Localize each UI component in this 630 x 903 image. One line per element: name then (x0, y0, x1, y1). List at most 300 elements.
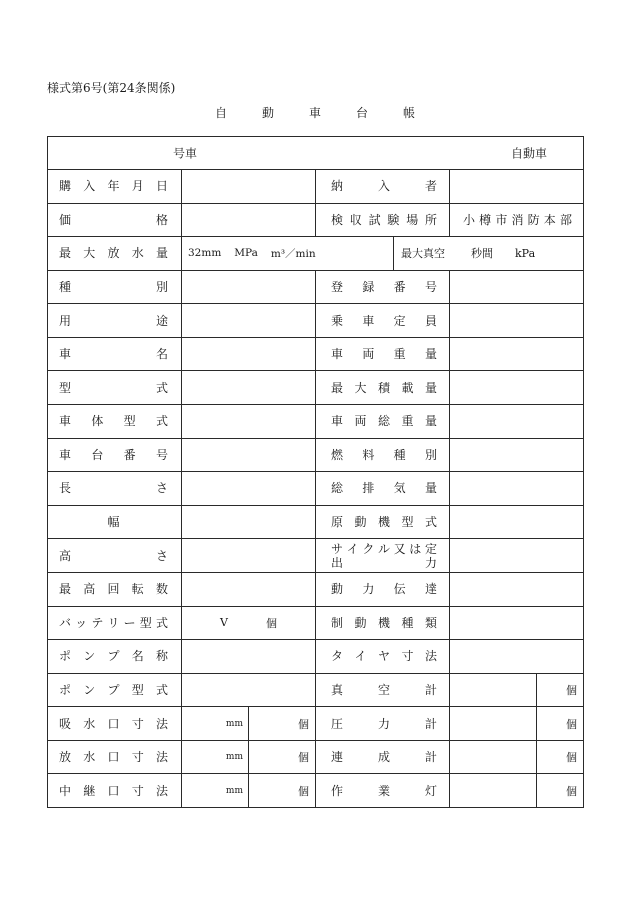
passenger-capacity-label-text (316, 314, 449, 328)
table-row (48, 673, 584, 707)
label-char: 高 (83, 582, 96, 597)
label-char: 回 (107, 582, 120, 597)
label-char: ポ (59, 682, 72, 697)
label-char: 収 (349, 212, 362, 227)
label-char: 計 (424, 716, 437, 731)
label-char: 型 (401, 515, 414, 530)
discharge-pressure-unit: MPa (234, 247, 258, 260)
body-model-value (182, 405, 316, 439)
discharge-port-size-label-text (48, 750, 181, 764)
max-vacuum-cell (394, 237, 584, 271)
label-char: 本 (543, 212, 556, 227)
inspection-site-value (450, 203, 584, 237)
label-char: 日 (155, 179, 168, 194)
compound-gauge-count-unit: 個 (537, 740, 584, 774)
label-char: ン (83, 649, 96, 664)
table-row (48, 405, 584, 439)
brake-type-label-text (316, 616, 449, 630)
label-char: 車 (59, 347, 72, 362)
label-char: 防 (527, 212, 540, 227)
label-char: 種 (401, 615, 414, 630)
chassis-number-value (182, 438, 316, 472)
label-char: 達 (424, 582, 437, 597)
label-char: 寸 (131, 783, 144, 798)
label-char: イ (354, 649, 367, 664)
label-char: 定 (393, 313, 406, 328)
label-char: 試 (368, 212, 381, 227)
label-char: 出 (331, 555, 344, 570)
label-char: 号 (424, 280, 437, 295)
tire-size-value (450, 640, 584, 674)
label-char: 寸 (131, 716, 144, 731)
discharge-port-size-unit: mm (182, 740, 249, 774)
max-discharge-label-text (48, 246, 181, 260)
model-label (48, 371, 182, 405)
label-char: 登 (331, 280, 344, 295)
label-char: 寸 (131, 750, 144, 765)
label-char: 法 (155, 783, 168, 798)
battery-count-unit: 個 (265, 616, 277, 630)
vacuum-pressure-unit: kPa (515, 246, 536, 260)
header-row (48, 137, 584, 170)
power-transmission-label-text (316, 582, 449, 596)
table-row (48, 505, 584, 539)
vacuum-time-unit: 秒間 (471, 247, 493, 261)
label-char: 積 (377, 380, 390, 395)
battery-model-label-text (48, 616, 181, 630)
compound-gauge-label (316, 740, 450, 774)
label-char: 総 (331, 481, 344, 496)
delivered-by-label (316, 170, 450, 204)
max-discharge-units (182, 246, 393, 261)
price-label (48, 203, 182, 237)
discharge-size: 32mm (188, 247, 222, 260)
label-char: 水 (83, 750, 96, 765)
registration-number-value (450, 270, 584, 304)
label-char: 格 (155, 212, 168, 227)
gross-weight-label (316, 405, 450, 439)
relay-port-count-unit: 個 (249, 774, 316, 808)
label-char: 大 (83, 246, 96, 261)
label-char: 連 (331, 750, 344, 765)
engine-model-label-text (316, 515, 449, 529)
discharge-port-count-unit: 個 (249, 740, 316, 774)
label-char: 重 (401, 414, 414, 429)
label-char: 燃 (331, 447, 344, 462)
label-char: 定 (424, 541, 437, 556)
max-load-label-text (316, 381, 449, 395)
label-char: 類 (424, 615, 437, 630)
label-char: 放 (59, 750, 72, 765)
passenger-capacity-value (450, 304, 584, 338)
pump-name-label (48, 640, 182, 674)
label-char: 用 (59, 313, 72, 328)
label-char: 式 (155, 380, 168, 395)
label-char: 量 (424, 347, 437, 362)
label-char: 市 (495, 212, 508, 227)
suction-port-size-unit: mm (182, 707, 249, 741)
vacuum-gauge-label (316, 673, 450, 707)
model-value (182, 371, 316, 405)
label-char: 検 (331, 212, 344, 227)
brake-type-value (450, 606, 584, 640)
label-char: ル (377, 541, 390, 556)
max-rpm-value (182, 572, 316, 606)
width-value (182, 505, 316, 539)
label-char: さ (155, 481, 168, 496)
label-char: 機 (377, 615, 390, 630)
label-char: 又 (393, 541, 406, 556)
displacement-value (450, 472, 584, 506)
label-char: 作 (331, 783, 344, 798)
discharge-flow-unit: m³／min (270, 247, 316, 260)
label-char: ッ (75, 615, 88, 630)
label-char: 体 (91, 414, 104, 429)
label-char: 両 (354, 414, 367, 429)
unit-number-label: 号車 (173, 146, 198, 161)
battery-model-label (48, 606, 182, 640)
max-rpm-label-text (48, 582, 181, 596)
pressure-gauge-count-unit: 個 (537, 707, 584, 741)
work-light-label (316, 774, 450, 808)
label-char: 別 (424, 447, 437, 462)
label-char: 継 (83, 783, 96, 798)
label-char: 口 (107, 716, 120, 731)
price-label-text (48, 213, 181, 227)
label-char: 力 (362, 582, 375, 597)
label-char: 料 (362, 447, 375, 462)
engine-model-value (450, 505, 584, 539)
label-char: 式 (155, 682, 168, 697)
label-char: テ (91, 615, 104, 630)
label-char: サ (331, 541, 344, 556)
label-char: 量 (424, 414, 437, 429)
label-char: 伝 (393, 582, 406, 597)
label-char: 気 (393, 481, 406, 496)
cycle-rated-output-label-line1 (316, 542, 449, 556)
label-char: 部 (559, 212, 572, 227)
label-char: タ (331, 649, 344, 664)
displacement-label-text (316, 481, 449, 495)
fuel-type-value (450, 438, 584, 472)
form-number: 様式第6号(第24条関係) (47, 81, 176, 95)
vehicle-name-label-text (48, 347, 181, 361)
label-char: 空 (377, 682, 390, 697)
label-char: 員 (424, 313, 437, 328)
label-char: ポ (59, 649, 72, 664)
discharge-port-size-label (48, 740, 182, 774)
max-vacuum-units (394, 245, 583, 261)
pump-name-value (182, 640, 316, 674)
label-char: ー (123, 615, 136, 630)
body-model-label-text (48, 414, 181, 428)
label-char: 式 (424, 515, 437, 530)
width-label-text (48, 515, 181, 529)
power-transmission-value (450, 572, 584, 606)
max-rpm-label (48, 572, 182, 606)
document-title: 自動車台帳 (214, 106, 450, 120)
label-char: 型 (59, 380, 72, 395)
label-char: 水 (83, 716, 96, 731)
label-char: 動 (331, 582, 344, 597)
cycle-rated-output-label-line2 (316, 556, 449, 570)
label-char: 量 (424, 481, 437, 496)
pressure-gauge-label (316, 707, 450, 741)
label-char: 乗 (331, 313, 344, 328)
vehicle-label: 自動車 (511, 146, 548, 161)
label-char: 口 (107, 750, 120, 765)
label-char: 転 (131, 582, 144, 597)
max-load-value (450, 371, 584, 405)
battery-voltage-unit: V (220, 616, 228, 630)
vehicle-ledger-table (47, 136, 584, 808)
max-discharge-label (48, 237, 182, 271)
label-char: 号 (155, 447, 168, 462)
label-char: 入 (83, 179, 96, 194)
label-char: 幅 (107, 515, 120, 530)
label-char: 業 (377, 783, 390, 798)
label-char: 型 (131, 682, 144, 697)
length-label (48, 472, 182, 506)
label-char: ヤ (377, 649, 390, 664)
label-char: 中 (59, 783, 72, 798)
max-vacuum-label: 最大真空 (401, 247, 445, 261)
pump-name-label-text (48, 649, 181, 663)
label-char: 機 (377, 515, 390, 530)
table-row (48, 170, 584, 204)
vacuum-gauge-count-unit: 個 (537, 673, 584, 707)
label-char: 制 (331, 615, 344, 630)
usage-value (182, 304, 316, 338)
table-row (48, 774, 584, 808)
pump-model-label (48, 673, 182, 707)
label-char: 総 (377, 414, 390, 429)
inspection-site-value-text (450, 213, 583, 227)
label-char: 験 (387, 212, 400, 227)
vehicle-weight-label-text (316, 347, 449, 361)
chassis-number-label-text (48, 448, 181, 462)
label-char: 録 (362, 280, 375, 295)
label-char: 場 (406, 212, 419, 227)
label-char: 称 (155, 649, 168, 664)
table-row (48, 539, 584, 573)
label-char: リ (107, 615, 120, 630)
vehicle-class-label-text (48, 280, 181, 294)
length-value (182, 472, 316, 506)
label-char: 型 (139, 615, 152, 630)
label-char: 計 (424, 682, 437, 697)
table-row (48, 337, 584, 371)
delivered-by-value (450, 170, 584, 204)
suction-port-size-label-text (48, 717, 181, 731)
label-char: プ (107, 682, 120, 697)
cycle-rated-output-value (450, 539, 584, 573)
relay-port-size-label-text (48, 784, 181, 798)
body-model-label (48, 405, 182, 439)
label-char: 量 (424, 380, 437, 395)
label-char: 価 (59, 212, 72, 227)
compound-gauge-value (450, 740, 537, 774)
label-char: 口 (107, 783, 120, 798)
battery-units (182, 615, 315, 631)
label-char: 排 (362, 481, 375, 496)
label-char: 樽 (479, 212, 492, 227)
height-value (182, 539, 316, 573)
label-char: 台 (91, 447, 104, 462)
fuel-type-label (316, 438, 450, 472)
tire-size-label (316, 640, 450, 674)
displacement-label (316, 472, 450, 506)
label-char: 寸 (401, 649, 414, 664)
passenger-capacity-label (316, 304, 450, 338)
label-char: 法 (155, 750, 168, 765)
label-char: 車 (59, 447, 72, 462)
max-discharge-value (182, 237, 394, 271)
table-row (48, 371, 584, 405)
delivered-by-label-text (316, 179, 449, 193)
engine-model-label (316, 505, 450, 539)
label-char: 動 (354, 515, 367, 530)
label-char: 型 (123, 414, 136, 429)
table-row (48, 270, 584, 304)
label-char: 真 (331, 682, 344, 697)
vehicle-name-label (48, 337, 182, 371)
label-char: 力 (377, 716, 390, 731)
relay-port-size-label (48, 774, 182, 808)
cycle-rated-output-label (316, 539, 450, 573)
label-char: 計 (424, 750, 437, 765)
label-char: ン (83, 682, 96, 697)
table-row (48, 438, 584, 472)
label-char: イ (346, 541, 359, 556)
label-char: 納 (331, 179, 344, 194)
purchase-date-value (182, 170, 316, 204)
model-label-text (48, 381, 181, 395)
power-transmission-label (316, 572, 450, 606)
vacuum-gauge-value (450, 673, 537, 707)
inspection-site-label (316, 203, 450, 237)
label-char: 番 (393, 280, 406, 295)
label-char: 所 (424, 212, 437, 227)
length-label-text (48, 481, 181, 495)
pressure-gauge-value (450, 707, 537, 741)
vehicle-name-value (182, 337, 316, 371)
label-char: ク (362, 541, 375, 556)
label-char: 者 (424, 179, 437, 194)
work-light-value (450, 774, 537, 808)
table-row (48, 640, 584, 674)
label-char: 成 (377, 750, 390, 765)
compound-gauge-label-text (316, 750, 449, 764)
label-char: 小 (463, 212, 476, 227)
width-label (48, 505, 182, 539)
table-row (48, 304, 584, 338)
label-char: 最 (59, 582, 72, 597)
tire-size-label-text (316, 649, 449, 663)
label-char: 車 (362, 313, 375, 328)
label-char: 法 (424, 649, 437, 664)
usage-label (48, 304, 182, 338)
table-row (48, 606, 584, 640)
label-char: 名 (131, 649, 144, 664)
label-char: 大 (354, 380, 367, 395)
registration-number-label (316, 270, 450, 304)
label-char: 名 (155, 347, 168, 362)
registration-number-label-text (316, 280, 449, 294)
label-char: 高 (59, 548, 72, 563)
vehicle-class-value (182, 270, 316, 304)
label-char: 車 (331, 414, 344, 429)
suction-port-size-label (48, 707, 182, 741)
purchase-date-label (48, 170, 182, 204)
vehicle-weight-value (450, 337, 584, 371)
height-label-text (48, 549, 181, 563)
label-char: 原 (331, 515, 344, 530)
pump-model-label-text (48, 683, 181, 697)
label-char: 重 (393, 347, 406, 362)
height-label (48, 539, 182, 573)
label-char: 長 (59, 481, 72, 496)
gross-weight-value (450, 405, 584, 439)
table-row (48, 472, 584, 506)
header-cell (48, 137, 584, 170)
label-char: 車 (59, 414, 72, 429)
table-row (48, 237, 584, 271)
table-row (48, 203, 584, 237)
label-char: 途 (155, 313, 168, 328)
vehicle-class-label (48, 270, 182, 304)
label-char: 種 (393, 447, 406, 462)
label-char: 式 (155, 414, 168, 429)
label-char: 動 (354, 615, 367, 630)
label-char: 量 (155, 246, 168, 261)
label-char: 年 (107, 179, 120, 194)
label-char: 最 (59, 246, 72, 261)
label-char: 法 (155, 716, 168, 731)
work-light-label-text (316, 784, 449, 798)
pressure-gauge-label-text (316, 717, 449, 731)
suction-port-count-unit: 個 (249, 707, 316, 741)
battery-model-value (182, 606, 316, 640)
label-char: 圧 (331, 716, 344, 731)
label-char: バ (59, 615, 72, 630)
vacuum-gauge-label-text (316, 683, 449, 697)
label-char: 種 (59, 280, 72, 295)
label-char: 購 (59, 179, 72, 194)
table-row (48, 572, 584, 606)
price-value (182, 203, 316, 237)
label-char: は (409, 541, 422, 556)
brake-type-label (316, 606, 450, 640)
label-char: 灯 (424, 783, 437, 798)
label-char: 吸 (59, 716, 72, 731)
purchase-date-label-text (48, 179, 181, 193)
fuel-type-label-text (316, 448, 449, 462)
max-load-label (316, 371, 450, 405)
label-char: 両 (362, 347, 375, 362)
label-char: 放 (107, 246, 120, 261)
label-char: 最 (331, 380, 344, 395)
label-char: 別 (155, 280, 168, 295)
label-char: 載 (401, 380, 414, 395)
label-char: 車 (331, 347, 344, 362)
label-char: 式 (155, 615, 168, 630)
label-char: 入 (377, 179, 390, 194)
chassis-number-label (48, 438, 182, 472)
gross-weight-label-text (316, 414, 449, 428)
work-light-count-unit: 個 (537, 774, 584, 808)
table-row (48, 740, 584, 774)
